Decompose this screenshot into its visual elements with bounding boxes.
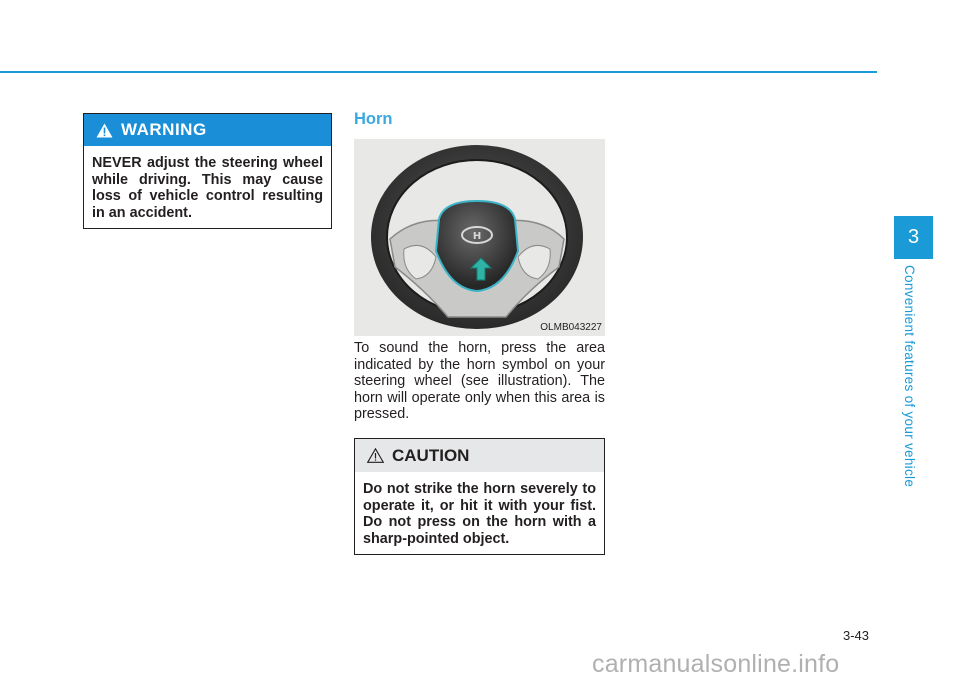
caution-text: Do not strike the horn severely to operate it, or hit it with your fist. Do not press on the horn with a sharp-pointed object. xyxy=(363,481,596,547)
warning-text: NEVER adjust the steering wheel while driving. This may cause loss of vehicle control resulting in an accident. xyxy=(92,155,323,221)
svg-text:H: H xyxy=(472,231,482,242)
page-number: 3-43 xyxy=(843,628,870,643)
section-title: Horn xyxy=(354,110,393,128)
caution-title: CAUTION xyxy=(392,445,470,465)
caution-box xyxy=(354,438,605,555)
steering-wheel-drawing xyxy=(354,139,605,336)
figure-code: OLMB043227 xyxy=(540,322,602,333)
chapter-title: Convenient features of your vehicle xyxy=(902,265,917,488)
chapter-tab: 3 xyxy=(894,216,933,259)
warning-triangle-icon xyxy=(96,123,113,138)
caution-header xyxy=(355,439,604,472)
header-rule xyxy=(0,71,877,73)
watermark: carmanualsonline.info xyxy=(592,650,840,678)
steering-wheel-illustration xyxy=(354,139,605,336)
up-arrow-icon xyxy=(470,257,492,281)
warning-title: WARNING xyxy=(121,120,207,139)
horn-description: To sound the horn, press the area indicated by the horn symbol on your steering wheel (see illustration). The horn will operate only when this area is pressed. xyxy=(354,340,605,422)
warning-box xyxy=(83,113,332,229)
caution-triangle-icon xyxy=(367,448,384,463)
warning-header xyxy=(84,114,331,146)
